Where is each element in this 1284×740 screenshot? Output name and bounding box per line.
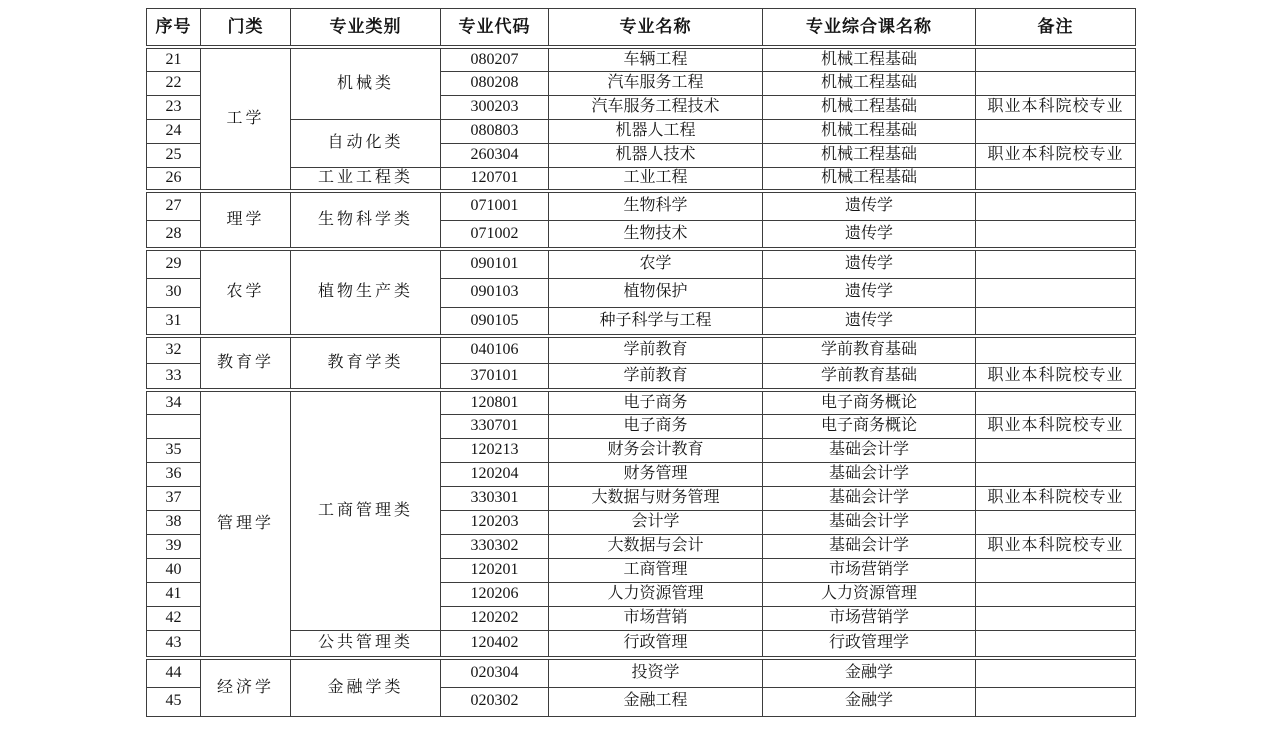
seq-cell: 33	[147, 363, 201, 390]
code-cell: 090101	[441, 249, 549, 278]
seq-cell: 22	[147, 71, 201, 95]
menlei-cell: 经济学	[201, 658, 291, 716]
course-cell: 遗传学	[763, 307, 976, 336]
header-category: 专业类别	[291, 9, 441, 48]
code-cell: 040106	[441, 336, 549, 363]
header-menlei: 门类	[201, 9, 291, 48]
header-course: 专业综合课名称	[763, 9, 976, 48]
course-cell: 基础会计学	[763, 438, 976, 462]
major-cell: 人力资源管理	[549, 582, 763, 606]
note-cell: 职业本科院校专业	[976, 534, 1136, 558]
code-cell: 120204	[441, 462, 549, 486]
category-cell: 公共管理类	[291, 630, 441, 658]
note-cell	[976, 630, 1136, 658]
note-cell	[976, 606, 1136, 630]
major-cell: 植物保护	[549, 278, 763, 307]
major-cell: 车辆工程	[549, 47, 763, 71]
course-cell: 机械工程基础	[763, 95, 976, 119]
category-cell: 金融学类	[291, 658, 441, 716]
major-cell: 市场营销	[549, 606, 763, 630]
course-cell: 学前教育基础	[763, 336, 976, 363]
major-cell: 种子科学与工程	[549, 307, 763, 336]
table-row	[147, 167, 1136, 191]
course-cell: 基础会计学	[763, 486, 976, 510]
code-cell: 020302	[441, 687, 549, 716]
major-cell: 汽车服务工程	[549, 71, 763, 95]
course-cell: 电子商务概论	[763, 390, 976, 414]
code-cell: 260304	[441, 143, 549, 167]
table-header	[147, 9, 1136, 48]
major-cell: 生物技术	[549, 220, 763, 249]
note-cell	[976, 336, 1136, 363]
category-cell: 自动化类	[291, 119, 441, 167]
note-cell	[976, 167, 1136, 191]
seq-cell: 39	[147, 534, 201, 558]
table-row	[147, 390, 1136, 414]
seq-cell: 42	[147, 606, 201, 630]
menlei-group	[147, 336, 1136, 390]
note-cell	[976, 220, 1136, 249]
category-cell: 生物科学类	[291, 191, 441, 249]
note-cell	[976, 510, 1136, 534]
code-cell: 020304	[441, 658, 549, 687]
category-cell: 工业工程类	[291, 167, 441, 191]
code-cell: 090105	[441, 307, 549, 336]
note-cell: 职业本科院校专业	[976, 143, 1136, 167]
seq-cell: 44	[147, 658, 201, 687]
code-cell: 080208	[441, 71, 549, 95]
major-cell: 大数据与会计	[549, 534, 763, 558]
seq-cell: 31	[147, 307, 201, 336]
menlei-cell: 理学	[201, 191, 291, 249]
code-cell: 080207	[441, 47, 549, 71]
menlei-cell: 工学	[201, 47, 291, 191]
seq-cell: 24	[147, 119, 201, 143]
table-row	[147, 249, 1136, 278]
code-cell: 080803	[441, 119, 549, 143]
code-cell: 120206	[441, 582, 549, 606]
major-cell: 工业工程	[549, 167, 763, 191]
table-row	[147, 191, 1136, 220]
course-cell: 遗传学	[763, 249, 976, 278]
header-note: 备注	[976, 9, 1136, 48]
seq-cell: 35	[147, 438, 201, 462]
majors-table	[146, 8, 1136, 717]
course-cell: 金融学	[763, 687, 976, 716]
note-cell	[976, 687, 1136, 716]
code-cell: 120213	[441, 438, 549, 462]
seq-cell	[147, 414, 201, 438]
note-cell	[976, 249, 1136, 278]
seq-cell: 25	[147, 143, 201, 167]
table-row	[147, 47, 1136, 71]
code-cell: 071001	[441, 191, 549, 220]
code-cell: 330301	[441, 486, 549, 510]
note-cell	[976, 462, 1136, 486]
code-cell: 120203	[441, 510, 549, 534]
category-cell: 植物生产类	[291, 249, 441, 336]
category-cell: 机械类	[291, 47, 441, 119]
major-cell: 财务会计教育	[549, 438, 763, 462]
major-cell: 汽车服务工程技术	[549, 95, 763, 119]
seq-cell: 45	[147, 687, 201, 716]
table-row	[147, 630, 1136, 658]
major-cell: 投资学	[549, 658, 763, 687]
seq-cell: 23	[147, 95, 201, 119]
course-cell: 电子商务概论	[763, 414, 976, 438]
code-cell: 120402	[441, 630, 549, 658]
note-cell	[976, 47, 1136, 71]
code-cell: 330701	[441, 414, 549, 438]
course-cell: 基础会计学	[763, 510, 976, 534]
menlei-cell: 农学	[201, 249, 291, 336]
header-row	[147, 9, 1136, 48]
note-cell	[976, 558, 1136, 582]
course-cell: 遗传学	[763, 278, 976, 307]
course-cell: 基础会计学	[763, 534, 976, 558]
course-cell: 机械工程基础	[763, 119, 976, 143]
major-cell: 会计学	[549, 510, 763, 534]
code-cell: 370101	[441, 363, 549, 390]
seq-cell: 21	[147, 47, 201, 71]
course-cell: 遗传学	[763, 220, 976, 249]
course-cell: 机械工程基础	[763, 47, 976, 71]
course-cell: 基础会计学	[763, 462, 976, 486]
course-cell: 机械工程基础	[763, 167, 976, 191]
note-cell	[976, 582, 1136, 606]
seq-cell: 34	[147, 390, 201, 414]
seq-cell: 29	[147, 249, 201, 278]
note-cell: 职业本科院校专业	[976, 414, 1136, 438]
seq-cell: 36	[147, 462, 201, 486]
table-row	[147, 658, 1136, 687]
note-cell: 职业本科院校专业	[976, 363, 1136, 390]
note-cell	[976, 119, 1136, 143]
header-code: 专业代码	[441, 9, 549, 48]
category-cell: 工商管理类	[291, 390, 441, 630]
seq-cell: 41	[147, 582, 201, 606]
major-cell: 生物科学	[549, 191, 763, 220]
course-cell: 市场营销学	[763, 606, 976, 630]
note-cell	[976, 278, 1136, 307]
seq-cell: 26	[147, 167, 201, 191]
menlei-group	[147, 249, 1136, 336]
table-row	[147, 336, 1136, 363]
seq-cell: 37	[147, 486, 201, 510]
note-cell	[976, 390, 1136, 414]
major-cell: 工商管理	[549, 558, 763, 582]
code-cell: 120701	[441, 167, 549, 191]
major-cell: 电子商务	[549, 414, 763, 438]
code-cell: 071002	[441, 220, 549, 249]
course-cell: 机械工程基础	[763, 143, 976, 167]
header-seq: 序号	[147, 9, 201, 48]
major-cell: 行政管理	[549, 630, 763, 658]
course-cell: 金融学	[763, 658, 976, 687]
major-cell: 金融工程	[549, 687, 763, 716]
code-cell: 330302	[441, 534, 549, 558]
note-cell	[976, 71, 1136, 95]
course-cell: 行政管理学	[763, 630, 976, 658]
note-cell	[976, 191, 1136, 220]
table-row	[147, 119, 1136, 143]
menlei-group	[147, 47, 1136, 191]
course-cell: 学前教育基础	[763, 363, 976, 390]
seq-cell: 32	[147, 336, 201, 363]
major-cell: 财务管理	[549, 462, 763, 486]
seq-cell: 28	[147, 220, 201, 249]
note-cell: 职业本科院校专业	[976, 486, 1136, 510]
seq-cell: 40	[147, 558, 201, 582]
major-cell: 学前教育	[549, 363, 763, 390]
seq-cell: 30	[147, 278, 201, 307]
seq-cell: 27	[147, 191, 201, 220]
category-cell: 教育学类	[291, 336, 441, 390]
note-cell	[976, 658, 1136, 687]
major-cell: 大数据与财务管理	[549, 486, 763, 510]
note-cell	[976, 307, 1136, 336]
code-cell: 300203	[441, 95, 549, 119]
menlei-group	[147, 390, 1136, 658]
course-cell: 市场营销学	[763, 558, 976, 582]
note-cell: 职业本科院校专业	[976, 95, 1136, 119]
course-cell: 人力资源管理	[763, 582, 976, 606]
note-cell	[976, 438, 1136, 462]
menlei-cell: 教育学	[201, 336, 291, 390]
course-cell: 机械工程基础	[763, 71, 976, 95]
major-cell: 电子商务	[549, 390, 763, 414]
major-cell: 机器人技术	[549, 143, 763, 167]
major-cell: 机器人工程	[549, 119, 763, 143]
menlei-cell: 管理学	[201, 390, 291, 658]
seq-cell: 43	[147, 630, 201, 658]
menlei-group	[147, 658, 1136, 716]
major-cell: 农学	[549, 249, 763, 278]
code-cell: 090103	[441, 278, 549, 307]
course-cell: 遗传学	[763, 191, 976, 220]
seq-cell: 38	[147, 510, 201, 534]
header-major: 专业名称	[549, 9, 763, 48]
code-cell: 120201	[441, 558, 549, 582]
code-cell: 120202	[441, 606, 549, 630]
major-cell: 学前教育	[549, 336, 763, 363]
menlei-group	[147, 191, 1136, 249]
code-cell: 120801	[441, 390, 549, 414]
